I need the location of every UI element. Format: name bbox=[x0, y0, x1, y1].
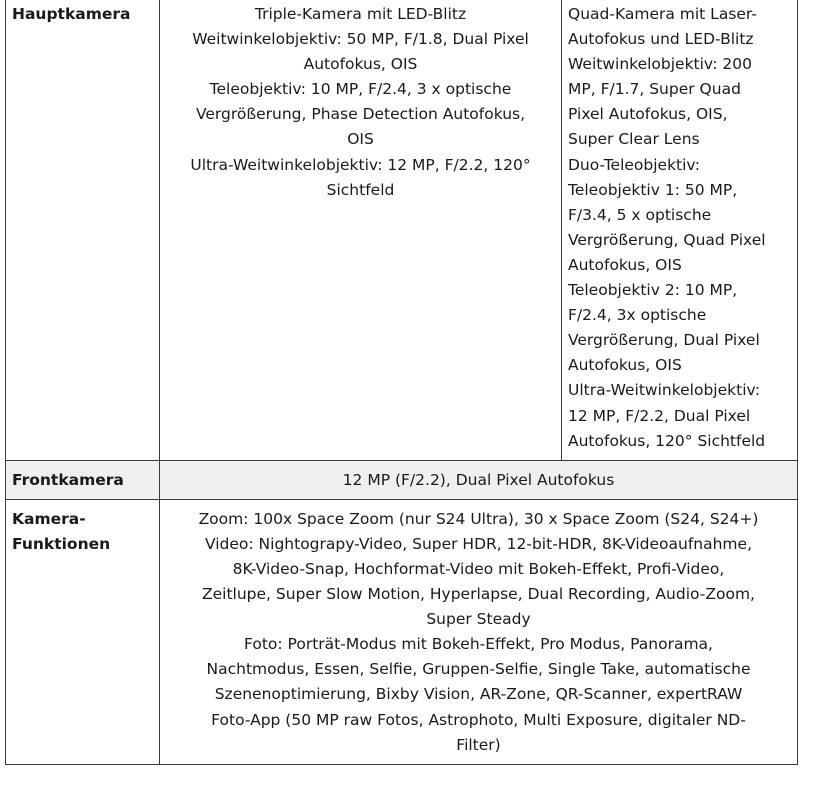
text-line: Foto-App (50 MP raw Fotos, Astrophoto, Multi Exposure, digitaler ND- bbox=[211, 710, 746, 729]
text-line: Autofokus, 120° Sichtfeld bbox=[568, 431, 766, 450]
text-line: Quad-Kamera mit Laser- bbox=[568, 5, 757, 23]
text-line: Ultra-Weitwinkelobjektiv: 12 MP, F/2.2, 120° bbox=[190, 155, 531, 174]
hauptkamera-label: Hauptkamera bbox=[6, 0, 160, 460]
text-line: Super Steady bbox=[426, 610, 531, 629]
text-line: Autofokus, OIS bbox=[568, 356, 682, 375]
row-kamera-funktionen bbox=[6, 499, 798, 764]
text-line: 8K-Video-Snap, Hochformat-Video mit Bokeh-Effekt, Profi-Video, bbox=[232, 559, 725, 578]
frontkamera-label: Frontkamera bbox=[6, 460, 160, 499]
text-line: Duo-Teleobjektiv: bbox=[568, 155, 700, 174]
funktionen-value bbox=[160, 499, 798, 764]
text-line: Vergrößerung, Quad Pixel bbox=[568, 230, 766, 249]
label-line: Kamera- bbox=[12, 509, 86, 528]
hauptkamera-s24-cell bbox=[160, 0, 562, 460]
text-line: 12 MP, F/2.2, Dual Pixel bbox=[568, 406, 751, 425]
text-line: Foto: Porträt-Modus mit Bokeh-Effekt, Pro Modus, Panorama, bbox=[244, 635, 713, 654]
text-line: Video: Nightograpy-Video, Super HDR, 12-bit-HDR, 8K-Videoaufnahme, bbox=[204, 534, 752, 553]
text-line: Zoom: 100x Space Zoom (nur S24 Ultra), 30 x Space Zoom (S24, S24+) bbox=[198, 509, 759, 528]
text-line: Sichtfeld bbox=[326, 180, 395, 199]
text-line: Filter) bbox=[456, 735, 501, 754]
frontkamera-value: 12 MP (F/2.2), Dual Pixel Autofokus bbox=[160, 460, 798, 499]
text-line: Teleobjektiv 2: 10 MP, bbox=[568, 281, 738, 300]
text-line: Autofokus, OIS bbox=[303, 55, 418, 74]
text-line: Weitwinkelobjektiv: 50 MP, F/1.8, Dual Pixel bbox=[192, 30, 529, 49]
text-line: Vergrößerung, Phase Detection Autofokus, bbox=[195, 105, 526, 124]
camera-spec-table bbox=[5, 0, 798, 765]
row-frontkamera bbox=[6, 460, 798, 499]
text-line: Pixel Autofokus, OIS, bbox=[568, 105, 728, 124]
text-line: Nachtmodus, Essen, Selfie, Gruppen-Selfie, Single Take, automatische bbox=[206, 660, 751, 679]
text-line: F/2.4, 3x optische bbox=[568, 306, 707, 325]
text-line: OIS bbox=[347, 130, 374, 149]
text-line: Ultra-Weitwinkelobjektiv: bbox=[568, 381, 761, 400]
text-line: Szenenoptimierung, Bixby Vision, AR-Zone, QR-Scanner, expertRAW bbox=[214, 685, 743, 704]
text-line: F/3.4, 5 x optische bbox=[568, 205, 712, 224]
label-line: Funktionen bbox=[12, 534, 111, 553]
text-line: Teleobjektiv 1: 50 MP, bbox=[568, 180, 738, 199]
text-line: MP, F/1.7, Super Quad bbox=[568, 80, 741, 99]
text-line: Zeitlupe, Super Slow Motion, Hyperlapse, Dual Recording, Audio-Zoom, bbox=[202, 585, 755, 604]
text-line: Teleobjektiv: 10 MP, F/2.4, 3 x optische bbox=[209, 80, 512, 99]
text-line: Super Clear Lens bbox=[568, 130, 700, 149]
text-line: Weitwinkelobjektiv: 200 bbox=[568, 55, 752, 74]
text-line: Autofokus, OIS bbox=[568, 255, 682, 274]
hauptkamera-ultra-cell bbox=[562, 0, 798, 460]
text-line: Vergrößerung, Dual Pixel bbox=[568, 331, 760, 350]
text-line: Autofokus und LED-Blitz bbox=[568, 30, 754, 49]
text-line: Triple-Kamera mit LED-Blitz bbox=[254, 5, 467, 23]
row-hauptkamera bbox=[6, 0, 798, 460]
funktionen-label bbox=[6, 499, 160, 764]
